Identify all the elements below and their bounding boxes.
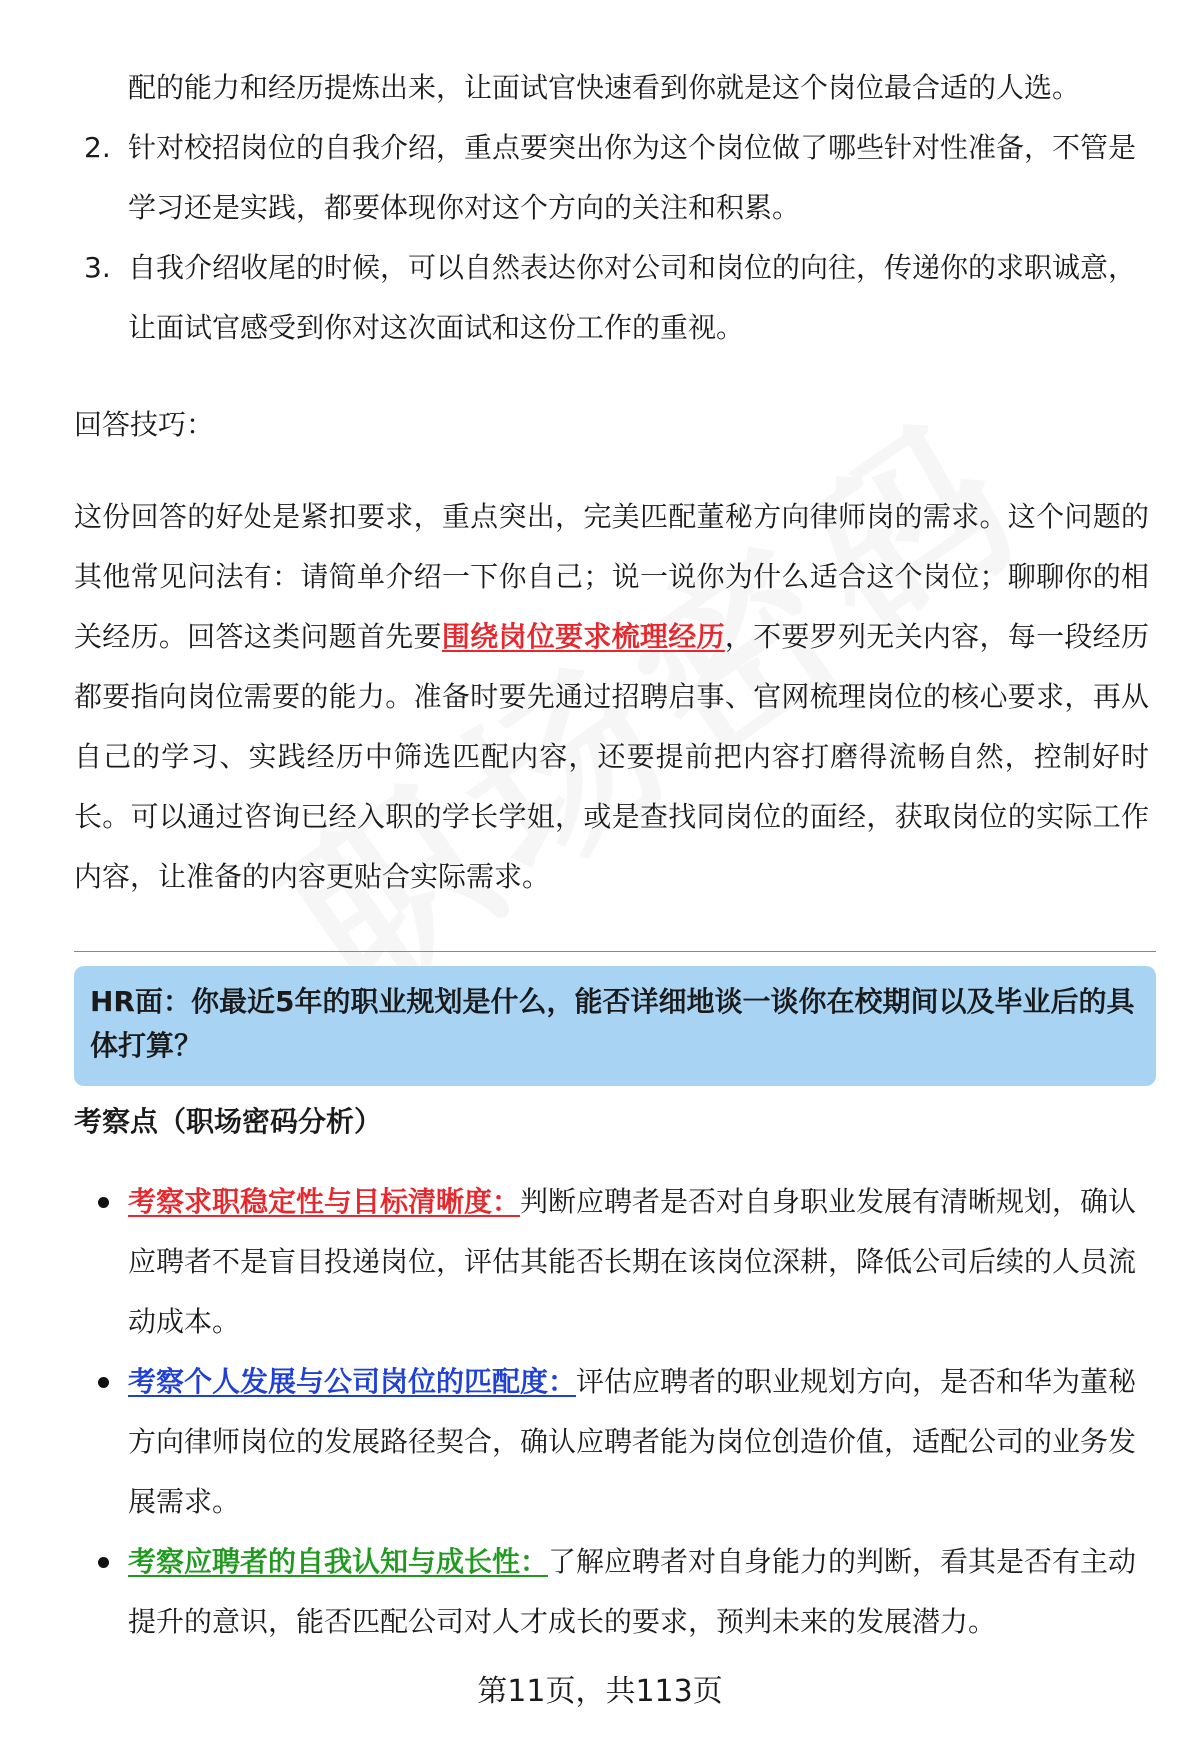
list-number: 2. (84, 131, 111, 164)
list-item (74, 58, 1144, 118)
point-text: 了解应聘者对自身能力的判断，看其是否有主动提升的意识，能否匹配公司对人才成长的要求，预判未来的发展潜力。 (128, 1545, 1137, 1638)
point-keyword: 考察求职稳定性与目标清晰度： (128, 1185, 521, 1218)
list-text: 针对校招岗位的自我介绍，重点要突出你为这个岗位做了哪些针对性准备，不管是学习还是实践，都要体现你对这个方向的关注和积累。 (128, 131, 1137, 224)
point-text: 判断应聘者是否对自身职业发展有清晰规划，确认应聘者不是盲目投递岗位，评估其能否长期在该岗位深耕，降低公司后续的人员流动成本。 (128, 1185, 1137, 1338)
list-text: 自我介绍收尾的时候，可以自然表达你对公司和岗位的向往，传递你的求职诚意，让面试官感受到你对这次面试和这份工作的重视。 (128, 251, 1137, 344)
numbered-list (74, 58, 1144, 358)
point-keyword: 考察应聘者的自我认知与成长性： (128, 1545, 549, 1578)
point-keyword: 考察个人发展与公司岗位的匹配度： (128, 1365, 577, 1398)
point-text: 评估应聘者的职业规划方向，是否和华为董秘方向律师岗位的发展路径契合，确认应聘者能为岗位创造价值，适配公司的业务发展需求。 (128, 1365, 1137, 1518)
paragraph-text: ，不要罗列无关内容，每一段经历都要指向岗位需要的能力。准备时要先通过招聘启事、官网梳理岗位的核心要求，再从自己的学习、实践经历中筛选匹配内容，还要提前把内容打磨得流畅自然，控制好时长。可以通过咨询已经入职的学长学姐，或是查找同岗位的面经，获取岗位的实际工作内容，让准备的内容更贴合实际需求。 (74, 620, 1149, 893)
tips-label: 回答技巧： (74, 408, 215, 441)
list-number: 3. (84, 251, 111, 284)
question-text: HR面：你最近5年的职业规划是什么，能否详细地谈一谈你在校期间以及毕业后的具体打算？ (90, 985, 1135, 1062)
paragraph-text: 这份回答的好处是紧扣要求，重点突出，完美匹配董秘方向律师岗的需求。这个问题的其他常见问法有：请简单介绍一下你自己；说一说你为什么适合这个岗位；聊聊你的相关经历。回答这类问题首先要 (74, 500, 1149, 653)
list-item (74, 118, 1144, 238)
bullet-icon (98, 1377, 109, 1388)
list-item (74, 1532, 1144, 1652)
list-item (74, 1172, 1144, 1352)
highlight-text: 围绕岗位要求梳理经历 (441, 620, 725, 653)
list-text: 配的能力和经历提炼出来，让面试官快速看到你就是这个岗位最合适的人选。 (128, 71, 1081, 104)
tips-paragraph (74, 487, 1149, 907)
list-item (74, 238, 1144, 358)
bullet-icon (98, 1197, 109, 1208)
analysis-title: 考察点（职场密码分析） (74, 1105, 383, 1138)
analysis-list (74, 1172, 1144, 1652)
list-item (74, 1352, 1144, 1532)
question-box (74, 966, 1156, 1086)
page-number: 第11页，共113页 (477, 1674, 723, 1709)
bullet-icon (98, 1557, 109, 1568)
section-divider (74, 951, 1156, 952)
